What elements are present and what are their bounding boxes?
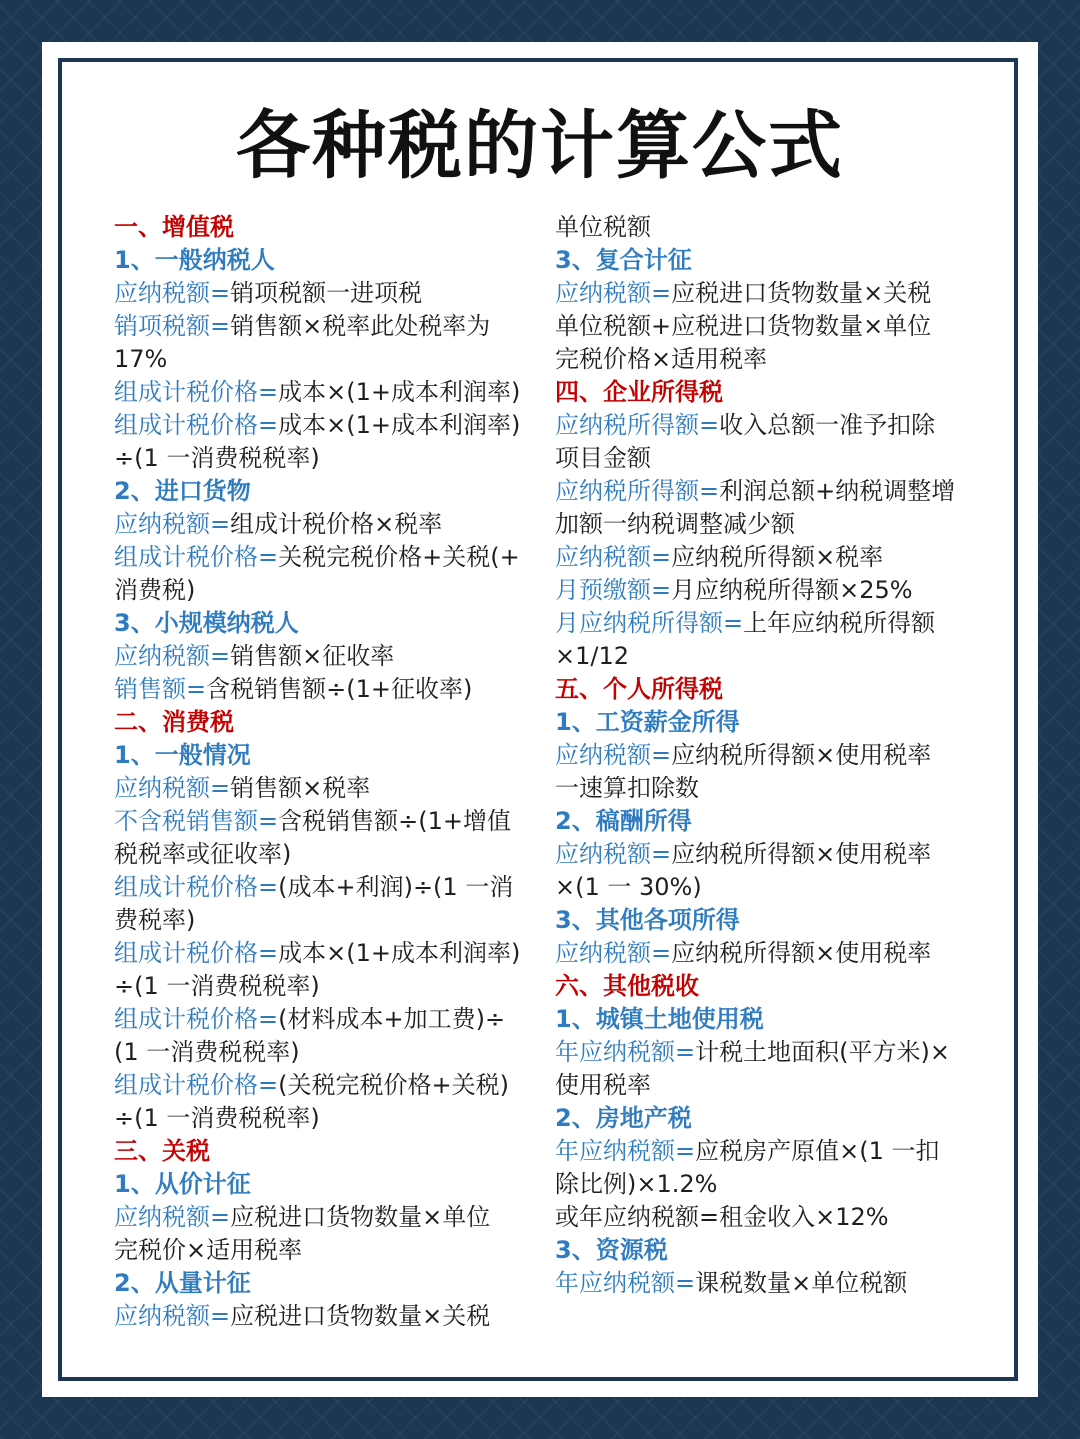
subsection-heading: 3、复合计征 — [555, 246, 692, 274]
section-heading: 四、企业所得税 — [555, 378, 723, 406]
formula-line — [555, 574, 975, 607]
formula-term: 月应纳税所得额= — [555, 609, 744, 637]
formula-expression: 关税完税价格+关税(+ — [278, 543, 520, 571]
formula-expression: 课税数量×单位税额 — [695, 1269, 908, 1297]
formula-line — [114, 310, 534, 343]
subsection-heading: 3、其他各项所得 — [555, 906, 740, 934]
formula-line — [114, 1003, 534, 1036]
formula-line — [114, 871, 534, 904]
formula-expression: 上年应纳税所得额 — [743, 609, 936, 637]
formula-continuation: ÷(1 一消费税税率) — [114, 972, 320, 1000]
formula-line — [555, 1135, 975, 1168]
formula-expression: (成本+利润)÷(1 一消 — [278, 873, 514, 901]
formula-term: 销售额= — [114, 675, 207, 703]
formula-line — [114, 277, 534, 310]
formula-continuation: 一速算扣除数 — [555, 774, 699, 802]
formula-term: 应纳税额= — [555, 279, 672, 307]
formula-continuation: 17% — [114, 345, 168, 373]
formula-continuation: 单位税额+应税进口货物数量×单位 — [555, 312, 932, 340]
formula-continuation: ×1/12 — [555, 642, 630, 670]
formula-term: 应纳税额= — [555, 939, 672, 967]
formula-continuation: (1 一消费税税率) — [114, 1038, 300, 1066]
formula-term: 组成计税价格= — [114, 543, 279, 571]
formula-line — [114, 1069, 534, 1102]
formula-continuation: 完税价×适用税率 — [114, 1236, 303, 1264]
formula-expression: 收入总额一准予扣除 — [719, 411, 936, 439]
formula-line — [114, 508, 534, 541]
formula-line — [114, 1300, 534, 1333]
formula-term: 应纳税额= — [555, 741, 672, 769]
formula-expression: 成本×(1+成本利润率) — [278, 939, 521, 967]
formula-term: 应纳税额= — [114, 1203, 231, 1231]
formula-term: 应纳税所得额= — [555, 411, 720, 439]
formula-expression: 含税销售额÷(1+征收率) — [206, 675, 473, 703]
subsection-heading: 3、小规模纳税人 — [114, 609, 299, 637]
formula-term: 应纳税额= — [555, 840, 672, 868]
section-heading: 一、增值税 — [114, 213, 234, 241]
formula-expression: 应纳税所得额×使用税率 — [671, 939, 932, 967]
formula-line — [114, 1201, 534, 1234]
formula-term: 组成计税价格= — [114, 378, 279, 406]
formula-term: 组成计税价格= — [114, 939, 279, 967]
subsection-heading: 2、进口货物 — [114, 477, 251, 505]
subsection-heading: 2、从量计征 — [114, 1269, 251, 1297]
formula-expression: 销售额×税率此处税率为 — [230, 312, 491, 340]
formula-continuation: 加额一纳税调整减少额 — [555, 510, 795, 538]
formula-term: 不含税销售额= — [114, 807, 279, 835]
formula-term: 组成计税价格= — [114, 1005, 279, 1033]
formula-expression: 月应纳税所得额×25% — [671, 576, 913, 604]
formula-term: 年应纳税额= — [555, 1269, 696, 1297]
formula-expression: 成本×(1+成本利润率) — [278, 378, 521, 406]
formula-term: 年应纳税额= — [555, 1038, 696, 1066]
formula-line — [114, 772, 534, 805]
formula-term: 应纳税额= — [114, 774, 231, 802]
formula-line — [555, 1267, 975, 1300]
formula-line — [114, 805, 534, 838]
formula-line — [114, 640, 534, 673]
formula-expression: 销项税额一进项税 — [230, 279, 423, 307]
left-column — [114, 211, 534, 1333]
formula-term: 组成计税价格= — [114, 411, 279, 439]
formula-line — [555, 739, 975, 772]
section-heading: 三、关税 — [114, 1137, 210, 1165]
formula-term: 应纳税额= — [555, 543, 672, 571]
formula-line — [555, 475, 975, 508]
formula-continuation: ÷(1 一消费税税率) — [114, 1104, 320, 1132]
formula-continuation: 使用税率 — [555, 1071, 651, 1099]
formula-continuation: ×(1 一 30%) — [555, 873, 702, 901]
formula-term: 销项税额= — [114, 312, 231, 340]
section-heading: 六、其他税收 — [555, 972, 699, 1000]
formula-term: 应纳税额= — [114, 279, 231, 307]
formula-expression: (材料成本+加工费)÷ — [278, 1005, 506, 1033]
page-title: 各种税的计算公式 — [236, 103, 844, 189]
formula-line — [555, 541, 975, 574]
subsection-heading: 1、城镇土地使用税 — [555, 1005, 764, 1033]
subsection-heading: 2、房地产税 — [555, 1104, 692, 1132]
section-heading: 二、消费税 — [114, 708, 234, 736]
formula-term: 组成计税价格= — [114, 1071, 279, 1099]
formula-expression: 销售额×征收率 — [230, 642, 395, 670]
formula-expression: 应纳税所得额×税率 — [671, 543, 884, 571]
formula-line — [555, 277, 975, 310]
formula-term: 年应纳税额= — [555, 1137, 696, 1165]
formula-expression: 应税进口货物数量×单位 — [230, 1203, 491, 1231]
formula-expression: 计税土地面积(平方米)× — [695, 1038, 950, 1066]
formula-expression: 销售额×税率 — [230, 774, 371, 802]
formula-expression: 成本×(1+成本利润率) — [278, 411, 521, 439]
formula-continuation: 单位税额 — [555, 213, 651, 241]
formula-line — [114, 937, 534, 970]
formula-expression: 应纳税所得额×使用税率 — [671, 840, 932, 868]
formula-line — [555, 607, 975, 640]
formula-line — [555, 838, 975, 871]
formula-line — [555, 937, 975, 970]
formula-expression: 应税进口货物数量×关税 — [230, 1302, 491, 1330]
formula-term: 应纳税额= — [114, 1302, 231, 1330]
formula-term: 月预缴额= — [555, 576, 672, 604]
formula-line — [555, 409, 975, 442]
formula-expression: 应税房产原值×(1 一扣 — [695, 1137, 940, 1165]
formula-line — [555, 1036, 975, 1069]
subsection-heading: 1、从价计征 — [114, 1170, 251, 1198]
formula-line — [114, 409, 534, 442]
formula-continuation: ÷(1 一消费税税率) — [114, 444, 320, 472]
subsection-heading: 3、资源税 — [555, 1236, 668, 1264]
subsection-heading: 1、工资薪金所得 — [555, 708, 740, 736]
right-column — [555, 211, 975, 1300]
formula-term: 应纳税额= — [114, 510, 231, 538]
formula-term: 应纳税额= — [114, 642, 231, 670]
formula-expression: 利润总额+纳税调整增 — [719, 477, 956, 505]
formula-expression: 应税进口货物数量×关税 — [671, 279, 932, 307]
formula-continuation: 除比例)×1.2% — [555, 1170, 718, 1198]
formula-continuation: 完税价格×适用税率 — [555, 345, 768, 373]
formula-expression: (关税完税价格+关税) — [278, 1071, 509, 1099]
subsection-heading: 1、一般纳税人 — [114, 246, 275, 274]
subsection-heading: 1、一般情况 — [114, 741, 251, 769]
formula-line — [114, 541, 534, 574]
subsection-heading: 2、稿酬所得 — [555, 807, 692, 835]
formula-term: 应纳税所得额= — [555, 477, 720, 505]
formula-continuation: 项目金额 — [555, 444, 651, 472]
formula-continuation: 费税率) — [114, 906, 196, 934]
formula-expression: 应纳税所得额×使用税率 — [671, 741, 932, 769]
formula-line — [114, 376, 534, 409]
formula-continuation: 消费税) — [114, 576, 196, 604]
formula-term: 组成计税价格= — [114, 873, 279, 901]
formula-expression: 含税销售额÷(1+增值 — [278, 807, 511, 835]
formula-expression: 组成计税价格×税率 — [230, 510, 443, 538]
formula-continuation: 税税率或征收率) — [114, 840, 292, 868]
formula-continuation: 或年应纳税额=租金收入×12% — [555, 1203, 889, 1231]
section-heading: 五、个人所得税 — [555, 675, 723, 703]
formula-line — [114, 673, 534, 706]
